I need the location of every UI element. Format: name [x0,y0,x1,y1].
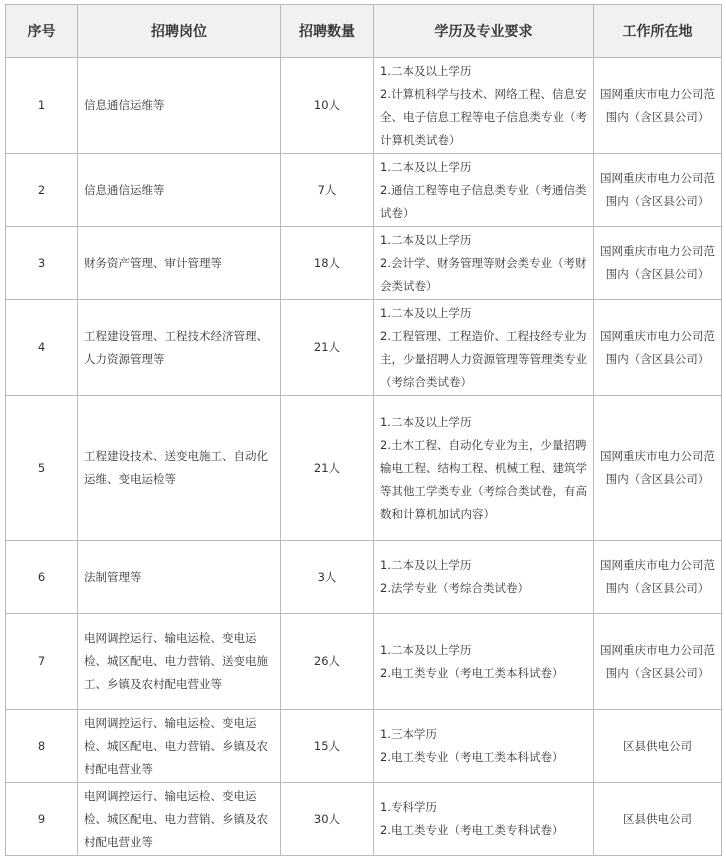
row-location: 区县供电公司 [594,710,722,783]
header-count: 招聘数量 [281,5,374,58]
row-serial-number: 1 [6,58,78,154]
table-row [6,154,722,227]
row-requirements [374,396,594,541]
header-row [6,5,722,58]
row-count: 26人 [281,614,374,710]
table-row [6,710,722,783]
row-requirements [374,227,594,300]
requirement-line: 2.电工类专业（考电工类本科试卷） [380,665,564,680]
row-position: 财务资产管理、审计管理等 [78,227,281,300]
requirement-line: 2.通信工程等电子信息类专业（考通信类试卷） [380,182,587,220]
header-serial-number: 序号 [6,5,78,58]
requirement-line: 2.电工类专业（考电工类专科试卷） [380,823,564,837]
table-row [6,783,722,856]
row-count: 3人 [281,541,374,614]
row-serial-number: 5 [6,396,78,541]
requirement-line: 2.土木工程、自动化专业为主，少量招聘输电工程、结构工程、机械工程、建筑学等其他工学类专业（考综合类试卷，有高数和计算机加试内容） [380,437,587,521]
requirement-line: 1.二本及以上学历 [380,63,472,78]
requirement-line: 2.工程管理、工程造价、工程技经专业为主，少量招聘人力资源管理等管理类专业（考综合类试卷） [380,328,587,389]
requirement-line: 2.法学专业（考综合类试卷） [380,581,529,595]
table-body [6,58,722,856]
row-location: 国网重庆市电力公司范围内（含区县公司） [594,396,722,541]
row-requirements [374,58,594,154]
recruitment-table [5,4,722,856]
requirement-line: 1.二本及以上学历 [380,642,472,657]
row-count: 18人 [281,227,374,300]
row-requirements [374,154,594,227]
requirement-line: 1.二本及以上学历 [380,414,472,429]
row-requirements [374,783,594,856]
row-count: 21人 [281,300,374,396]
requirement-line: 1.二本及以上学历 [380,232,472,247]
row-count: 30人 [281,783,374,856]
row-position: 法制管理等 [78,541,281,614]
row-serial-number: 4 [6,300,78,396]
row-location: 国网重庆市电力公司范围内（含区县公司） [594,227,722,300]
row-location: 国网重庆市电力公司范围内（含区县公司） [594,541,722,614]
table-row [6,614,722,710]
row-serial-number: 7 [6,614,78,710]
table-header [6,5,722,58]
row-location: 国网重庆市电力公司范围内（含区县公司） [594,154,722,227]
requirement-line: 2.会计学、财务管理等财会类专业（考财会类试卷） [380,255,587,293]
row-serial-number: 2 [6,154,78,227]
row-requirements [374,300,594,396]
row-serial-number: 6 [6,541,78,614]
row-count: 15人 [281,710,374,783]
requirement-line: 1.二本及以上学历 [380,305,472,320]
row-serial-number: 3 [6,227,78,300]
row-count: 21人 [281,396,374,541]
row-requirements [374,710,594,783]
requirement-line: 1.三本学历 [380,727,437,741]
row-position: 工程建设管理、工程技术经济管理、人力资源管理等 [78,300,281,396]
table-row [6,396,722,541]
table-row [6,541,722,614]
table-row [6,58,722,154]
row-position: 电网调控运行、输电运检、变电运检、城区配电、电力营销、乡镇及农村配电营业等 [78,710,281,783]
row-location: 国网重庆市电力公司范围内（含区县公司） [594,300,722,396]
row-requirements [374,541,594,614]
requirement-line: 2.计算机科学与技术、网络工程、信息安全、电子信息工程等电子信息类专业（考计算机类试卷） [380,86,587,147]
row-position: 工程建设技术、送变电施工、自动化运维、变电运检等 [78,396,281,541]
header-position: 招聘岗位 [78,5,281,58]
row-count: 10人 [281,58,374,154]
header-location: 工作所在地 [594,5,722,58]
row-location: 国网重庆市电力公司范围内（含区县公司） [594,58,722,154]
requirement-line: 1.二本及以上学历 [380,558,472,572]
row-location: 区县供电公司 [594,783,722,856]
row-position: 信息通信运维等 [78,154,281,227]
table-row [6,300,722,396]
row-requirements [374,614,594,710]
requirement-line: 1.专科学历 [380,800,437,814]
row-count: 7人 [281,154,374,227]
table-row [6,227,722,300]
header-requirements: 学历及专业要求 [374,5,594,58]
row-location: 国网重庆市电力公司范围内（含区县公司） [594,614,722,710]
row-position: 电网调控运行、输电运检、变电运检、城区配电、电力营销、送变电施工、乡镇及农村配电营业等 [78,614,281,710]
row-position: 电网调控运行、输电运检、变电运检、城区配电、电力营销、乡镇及农村配电营业等 [78,783,281,856]
row-position: 信息通信运维等 [78,58,281,154]
row-serial-number: 8 [6,710,78,783]
row-serial-number: 9 [6,783,78,856]
requirement-line: 2.电工类专业（考电工类本科试卷） [380,750,564,764]
requirement-line: 1.二本及以上学历 [380,159,472,174]
